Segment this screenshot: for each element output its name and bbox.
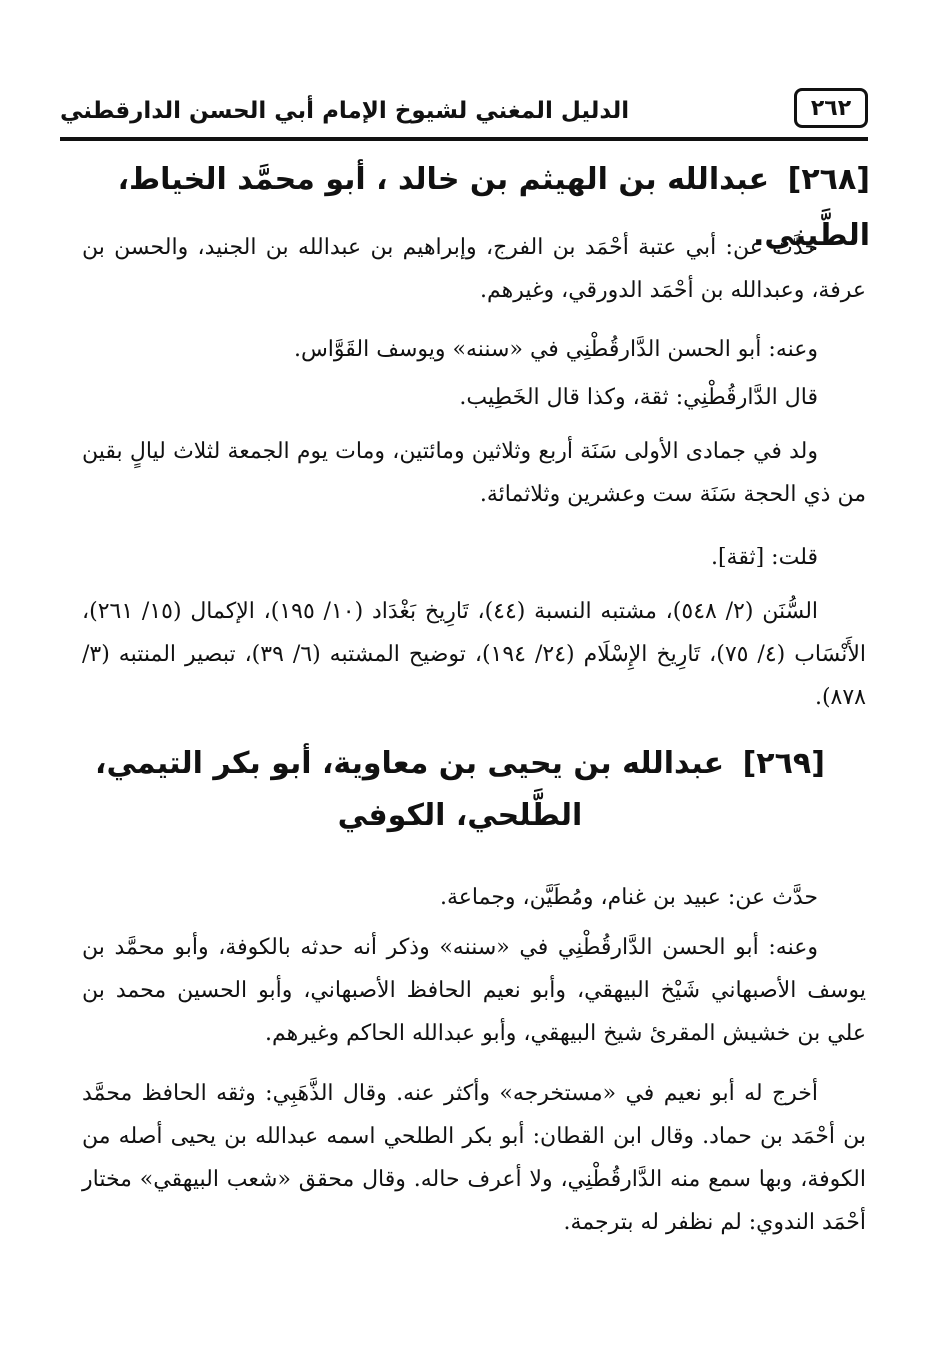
paragraph-students: وعنه: أبو الحسن الدَّارقُطْنِي في «سننه» وذكر أنه حدثه بالكوفة، وأبو محمَّد بن يوسف الأصبهاني شَيْخ البيهقي، وأبو نعيم الحافظ الأصبهاني، وأبو الحسين محمد بن علي بن خشيش المقرئ شيخ البيهقي، وأبو عبدالله الحاكم وغيرهم. — [82, 935, 866, 1046]
page-header — [60, 84, 868, 128]
page-number — [794, 88, 868, 128]
entry-title-line1: عبدالله بن يحيى بن معاوية، أبو بكر التيمي، — [95, 746, 725, 781]
page-number-text: ٢٦٢ — [810, 95, 852, 121]
paragraph-grading: قال الدَّارقُطْنِي: ثقة، وكذا قال الخَطِيب. — [459, 385, 818, 410]
paragraph-students: وعنه: أبو الحسن الدَّارقُطْنِي في «سننه» ويوسف القَوَّاس. — [293, 337, 818, 362]
paragraph-teachers: حدَّث عن: عبيد بن غنام، ومُطَيَّن، وجماعة. — [440, 885, 818, 910]
entry-number: [٢٦٩] — [742, 746, 825, 781]
entry-title: عبدالله بن الهيثم بن خالد ، أبو محمَّد الخياط، الطَّيني. — [117, 162, 870, 253]
paragraph-sources: السُّنَن (٢/ ٥٤٨)، مشتبه النسبة (٤٤)، تَارِيخ بَغْدَاد (١٠/ ١٩٥)، الإكمال (١٥/ ٢٦١)، الأَنْسَاب (٤/ ٧٥)، تَارِيخ الإِسْلَام (٢٤/ ١٩٤)، توضيح المشتبه (٦/ ٣٩)، تبصير المنتبه (٣/ ٨٧٨). — [82, 599, 867, 710]
entry-number: [٢٦٨] — [787, 162, 870, 197]
entry-heading-269 — [60, 738, 860, 842]
paragraph-birth-death: ولد في جمادى الأولى سَنَة أربع وثلاثين ومائتين، ومات يوم الجمعة لثلاث ليالٍ بقين من ذي الحجة سَنَة ست وعشرين وثلاثمائة. — [82, 439, 866, 507]
paragraph-teachers: حدَّث عن: أبي عتبة أحْمَد بن الفرج، وإبراهيم بن عبدالله بن الجنيد، والحسن بن عرفة، وعبدالله بن أحْمَد الدورقي، وغيرهم. — [82, 235, 866, 303]
header-divider — [60, 137, 868, 141]
paragraph-notes: أخرج له أبو نعيم في «مستخرجه» وأكثر عنه. وقال الذَّهَبِي: وثقه الحافظ محمَّد بن أحْمَد بن حماد. وقال ابن القطان: أبو بكر الطلحي اسمه عبدالله بن يحيى أصله من الكوفة، وبها سمع منه الدَّارقُطْنِي، ولا أعرف حاله. وقال محقق «شعب البيهقي» مختار أحْمَد الندوي: لم نظفر له بترجمة. — [82, 1081, 866, 1235]
running-title: الدليل المغني لشيوخ الإمام أبي الحسن الدارقطني — [60, 98, 630, 124]
entry-title-line2: الطَّلحي، الكوفي — [337, 798, 583, 833]
paragraph-verdict: قلت: [ثقة]. — [710, 545, 818, 570]
